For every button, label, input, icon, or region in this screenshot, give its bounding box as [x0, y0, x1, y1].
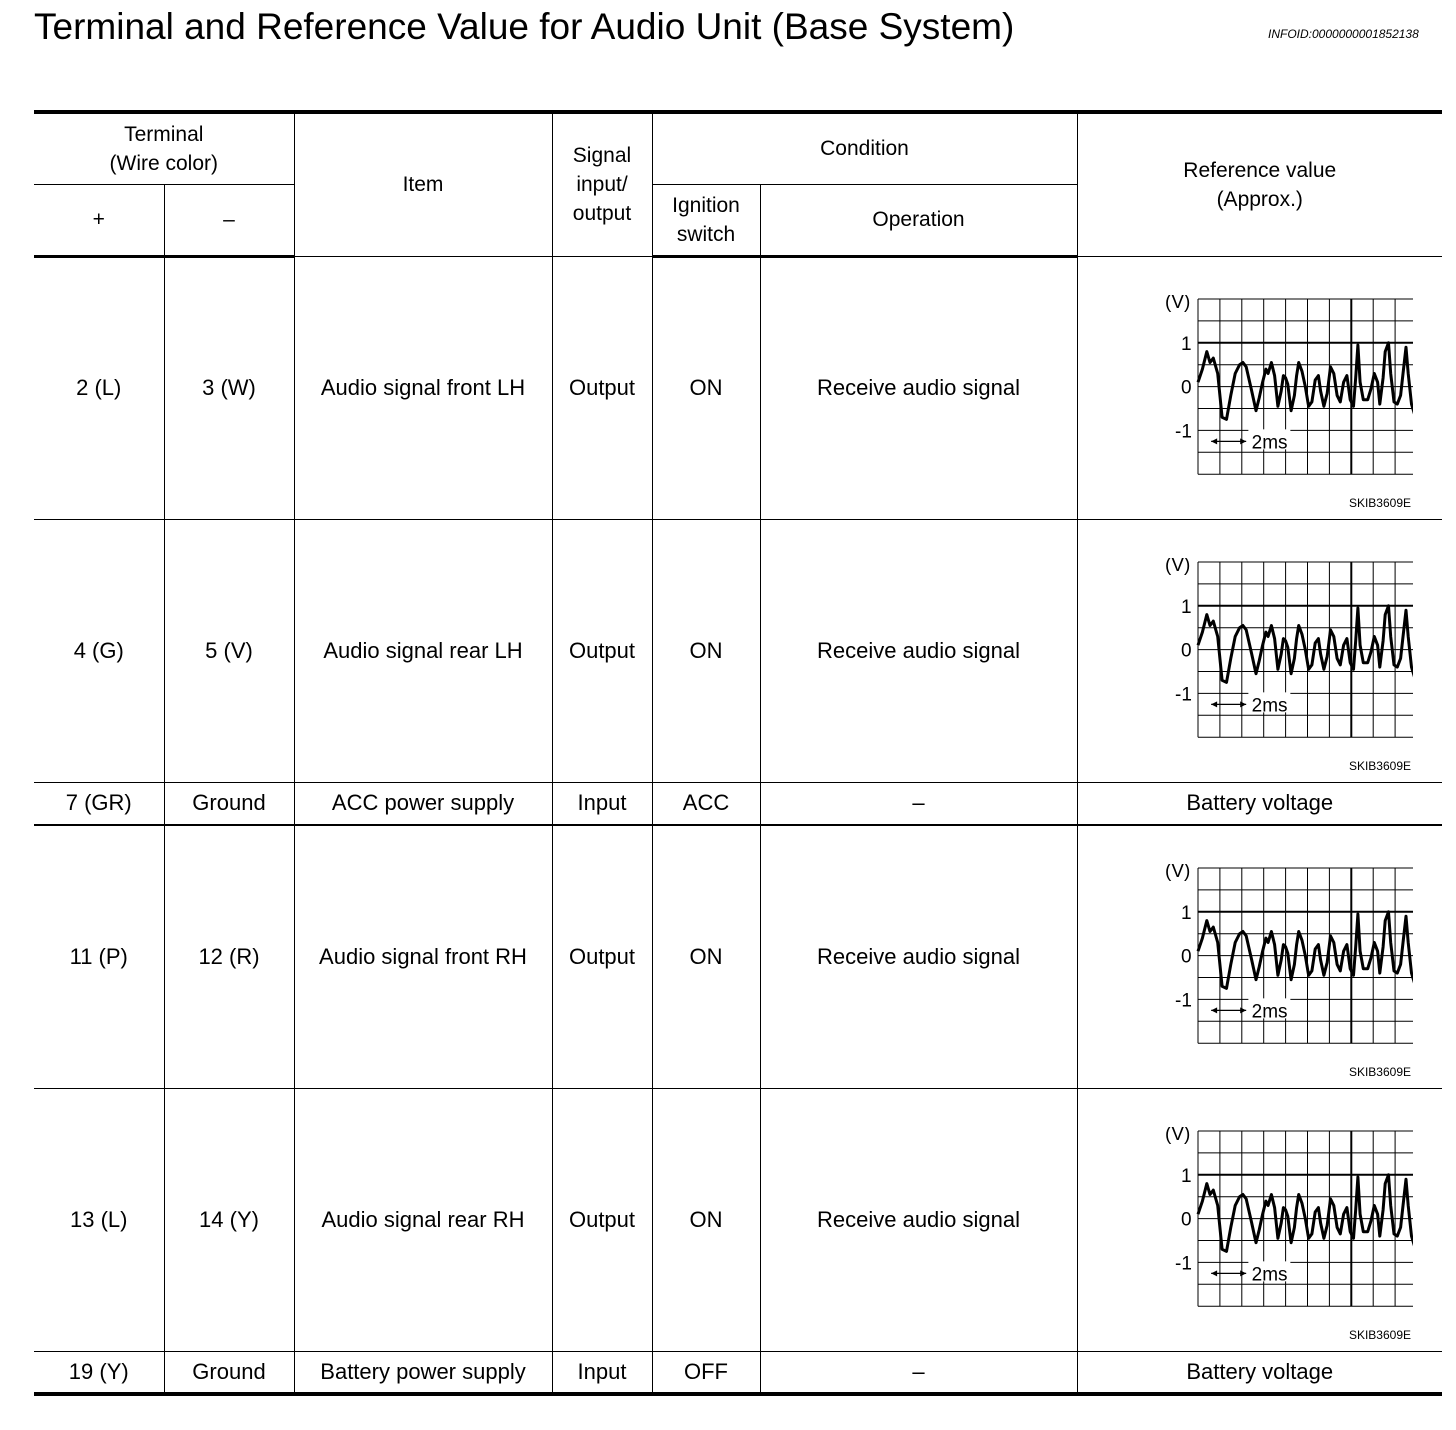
signal-header-line-2: input/	[576, 173, 628, 197]
terminal-header	[34, 112, 294, 184]
tick-label: 1	[1180, 1165, 1192, 1187]
voltage-unit-label: (V)	[1164, 294, 1190, 313]
terminal-plus: 11 (P)	[34, 825, 164, 1088]
terminal-plus: 13 (L)	[34, 1088, 164, 1351]
signal-cell: Output	[552, 519, 652, 782]
tick-label: 0	[1180, 1209, 1192, 1231]
terminal-plus: 19 (Y)	[34, 1351, 164, 1394]
time-division-label: 2ms	[1251, 1263, 1288, 1285]
voltage-unit-label: (V)	[1164, 864, 1190, 882]
arrow-left-icon	[1211, 438, 1217, 444]
terminal-minus: Ground	[164, 1351, 294, 1394]
signal-cell: Output	[552, 256, 652, 519]
item-header: Item	[294, 112, 552, 256]
terminal-header-label: Terminal	[124, 122, 204, 146]
figure-code: SKIB3609E	[1348, 1327, 1411, 1342]
table-row	[34, 1088, 1442, 1351]
ignition-cell: ACC	[652, 782, 760, 825]
signal-cell: Output	[552, 1088, 652, 1351]
terminal-reference-table	[34, 110, 1442, 1396]
tick-label: 0	[1180, 946, 1192, 968]
reference-header	[1077, 112, 1442, 256]
ignition-cell: OFF	[652, 1351, 760, 1394]
terminal-minus: 3 (W)	[164, 256, 294, 519]
arrow-right-icon	[1240, 1007, 1246, 1013]
arrow-left-icon	[1211, 1270, 1217, 1276]
waveform-figure	[1113, 1127, 1413, 1342]
operation-cell: Receive audio signal	[760, 1088, 1077, 1351]
reference-cell	[1077, 825, 1442, 1088]
operation-cell: Receive audio signal	[760, 256, 1077, 519]
signal-header-line-3: output	[572, 202, 632, 226]
time-division-label: 2ms	[1251, 431, 1288, 453]
reference-cell	[1077, 1088, 1442, 1351]
wire-color-header-label: (Wire color)	[109, 151, 218, 175]
terminal-minus: 5 (V)	[164, 519, 294, 782]
info-id: INFOID:0000000001852138	[1268, 27, 1419, 41]
arrow-right-icon	[1240, 1270, 1246, 1276]
signal-trace	[1198, 342, 1413, 419]
waveform-figure	[1113, 295, 1413, 510]
figure-code: SKIB3609E	[1348, 1065, 1411, 1079]
reference-cell	[1077, 256, 1442, 519]
tick-label: -1	[1174, 683, 1192, 705]
reference-cell: Battery voltage	[1077, 1351, 1442, 1394]
ignition-cell: ON	[652, 1088, 760, 1351]
operation-header: Operation	[760, 184, 1077, 256]
item-cell: Audio signal front LH	[294, 256, 552, 519]
terminal-plus: 4 (G)	[34, 519, 164, 782]
terminal-minus: 12 (R)	[164, 825, 294, 1088]
page-title: Terminal and Reference Value for Audio Unit (Base System)	[34, 6, 1015, 47]
ignition-cell: ON	[652, 256, 760, 519]
operation-cell: Receive audio signal	[760, 825, 1077, 1088]
table-row	[34, 1351, 1442, 1394]
ignition-header	[652, 184, 760, 256]
arrow-right-icon	[1240, 438, 1246, 444]
minus-header: –	[164, 184, 294, 256]
waveform-figure	[1113, 864, 1413, 1079]
arrow-right-icon	[1240, 701, 1246, 707]
tick-label: 1	[1180, 333, 1192, 355]
operation-cell: –	[760, 782, 1077, 825]
reference-header-line-1: Reference value	[1183, 158, 1337, 182]
signal-cell: Input	[552, 1351, 652, 1394]
terminal-minus: 14 (Y)	[164, 1088, 294, 1351]
operation-cell: Receive audio signal	[760, 519, 1077, 782]
tick-label: -1	[1174, 990, 1192, 1012]
time-division-label: 2ms	[1251, 694, 1288, 716]
signal-header-line-1: Signal	[572, 144, 632, 168]
time-division-label: 2ms	[1251, 1001, 1288, 1023]
item-cell: Audio signal rear LH	[294, 519, 552, 782]
reference-cell: Battery voltage	[1077, 782, 1442, 825]
terminal-minus: Ground	[164, 782, 294, 825]
ignition-header-line-1: Ignition	[672, 193, 740, 217]
table-row	[34, 825, 1442, 1088]
tick-label: 0	[1180, 640, 1192, 662]
operation-cell: –	[760, 1351, 1077, 1394]
waveform-figure	[1113, 558, 1413, 773]
tick-label: -1	[1174, 420, 1192, 442]
tick-label: 1	[1180, 596, 1192, 618]
signal-io-header	[552, 112, 652, 256]
signal-trace	[1198, 912, 1413, 989]
reference-cell	[1077, 519, 1442, 782]
reference-header-line-2: (Approx.)	[1216, 187, 1303, 211]
item-cell: Audio signal rear RH	[294, 1088, 552, 1351]
figure-code: SKIB3609E	[1348, 758, 1411, 773]
figure-code: SKIB3609E	[1348, 495, 1411, 510]
voltage-unit-label: (V)	[1164, 1126, 1190, 1145]
table-row	[34, 519, 1442, 782]
signal-trace	[1198, 605, 1413, 682]
arrow-left-icon	[1211, 701, 1217, 707]
terminal-plus: 2 (L)	[34, 256, 164, 519]
condition-header: Condition	[652, 112, 1077, 184]
item-cell: Audio signal front RH	[294, 825, 552, 1088]
signal-cell: Output	[552, 825, 652, 1088]
table-row	[34, 782, 1442, 825]
arrow-left-icon	[1211, 1007, 1217, 1013]
signal-cell: Input	[552, 782, 652, 825]
plus-header: +	[34, 184, 164, 256]
item-cell: ACC power supply	[294, 782, 552, 825]
ignition-cell: ON	[652, 519, 760, 782]
tick-label: 1	[1180, 902, 1192, 924]
item-cell: Battery power supply	[294, 1351, 552, 1394]
tick-label: 0	[1180, 377, 1192, 399]
ignition-cell: ON	[652, 825, 760, 1088]
ignition-header-line-2: switch	[676, 222, 736, 246]
signal-trace	[1198, 1174, 1413, 1251]
tick-label: -1	[1174, 1252, 1192, 1274]
terminal-plus: 7 (GR)	[34, 782, 164, 825]
voltage-unit-label: (V)	[1164, 557, 1190, 576]
table-row	[34, 256, 1442, 519]
